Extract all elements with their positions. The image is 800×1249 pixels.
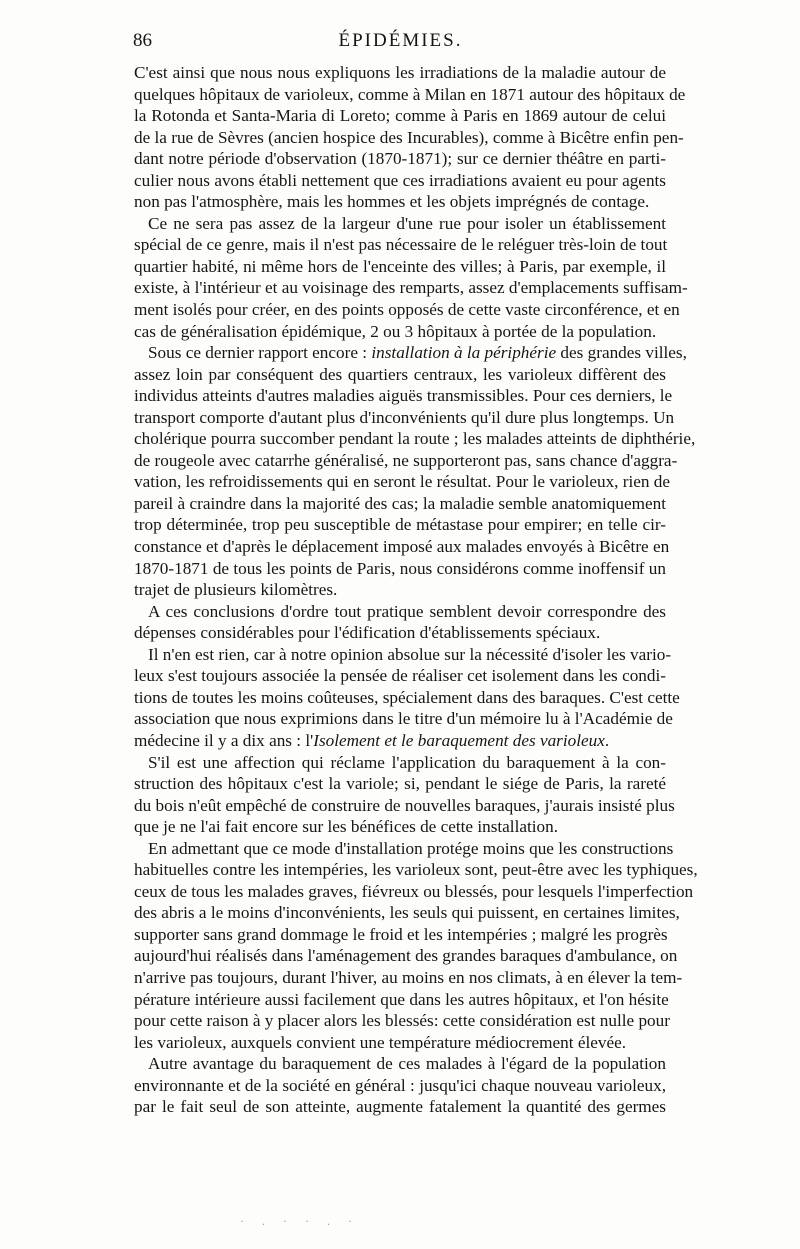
body-text xyxy=(134,62,698,1118)
text-line: pérature intérieure aussi facilement que dans les autres hôpitaux, et l'on hésite xyxy=(134,989,669,1009)
text-line: les varioleux, auxquels convient une température médiocrement élevée. xyxy=(134,1032,627,1052)
text-line: quartier habité, ni même hors de l'enceinte des villes; à Paris, par exemple, il xyxy=(134,256,666,276)
text-line: la Rotonda et Santa-Maria di Loreto; comme à Paris en 1869 autour de celui xyxy=(134,106,666,126)
page-number: 86 xyxy=(133,30,152,51)
text-line: dant notre période d'observation (1870-1871); sur ce dernier théâtre en parti- xyxy=(134,149,666,169)
text-line: aujourd'hui réalisés dans l'aménagement des grandes baraques d'ambulance, on xyxy=(134,946,678,966)
text-line: tions de toutes les moins coûteuses, spécialement dans des baraques. C'est cette xyxy=(134,687,680,707)
text-line: de la rue de Sèvres (ancien hospice des Incurables), comme à Bicêtre enfin pen- xyxy=(134,127,684,147)
text-line: Il n'en est rien, car à notre opinion absolue sur la nécessité d'isoler les vario- xyxy=(148,644,672,664)
text-line: trajet de plusieurs kilomètres. xyxy=(134,580,338,600)
text-line: des abris a le moins d'inconvénients, les seuls qui puissent, en certaines limites, xyxy=(134,903,680,923)
text-line: culier nous avons établi nettement que ces irradiations avaient eu pour agents xyxy=(134,170,666,190)
text-line: quelques hôpitaux de varioleux, comme à Milan en 1871 autour des hôpitaux de xyxy=(134,84,686,104)
text-line: C'est ainsi que nous nous expliquons les irradiations de la maladie autour de xyxy=(134,63,666,82)
text-line: habituelles contre les intempéries, les varioleux sont, peut-être avec les typhiques, xyxy=(134,860,698,880)
text-line: S'il est une affection qui réclame l'application du baraquement à la con- xyxy=(148,752,666,772)
text-line: supporter sans grand dommage le froid et les intempéries ; malgré les progrès xyxy=(134,924,668,944)
text-line: association que nous exprimions dans le titre d'un mémoire lu à l'Académie de xyxy=(134,709,673,729)
italic-phrase: installation à la périphérie xyxy=(371,343,557,363)
text-line: n'arrive pas toujours, durant l'hiver, au moins en nos climats, à en élever la tem- xyxy=(134,967,683,987)
text-line: constance et d'après le déplacement imposé aux malades envoyés à Bicêtre en xyxy=(134,537,670,557)
text-line: trop déterminée, trop peu susceptible de métastase pour empirer; en telle cir- xyxy=(134,515,666,535)
paper-specks: ·.··.· xyxy=(240,1214,370,1228)
text-line: struction des hôpitaux c'est la variole; si, pendant le siége de Paris, la rareté xyxy=(134,774,666,794)
text-line: cholérique pourra succomber pendant la route ; les malades atteints de diphthérie, xyxy=(134,429,696,449)
text-line: ment isolés pour créer, en des points opposés de cette vaste circonférence, et en xyxy=(134,300,680,320)
text-line: En admettant que ce mode d'installation protége moins que les constructions xyxy=(148,838,674,858)
text-line: pour cette raison à y placer alors les blessés: cette considération est nulle pour xyxy=(134,1011,670,1031)
text-line: assez loin par conséquent des quartiers centraux, les varioleux diffèrent des xyxy=(134,364,666,384)
text-line: transport comporte d'autant plus d'inconvénients qu'il dure plus longtemps. Un xyxy=(134,407,675,427)
text-line: non pas l'atmosphère, mais les hommes et les objets imprégnés de contage. xyxy=(134,192,650,212)
text-line: que je ne l'ai fait encore sur les bénéfices de cette installation. xyxy=(134,817,559,837)
text-line: médecine il y a dix ans : l'Isolement et le baraquement des varioleux. xyxy=(134,730,610,750)
page-header xyxy=(133,24,668,54)
text-line: Ce ne sera pas assez de la largeur d'une rue pour isoler un établissement xyxy=(148,213,666,233)
text-line: leux s'est toujours associée la pensée de réaliser cet isolement dans les condi- xyxy=(134,666,666,686)
text-line: cas de généralisation épidémique, 2 ou 3 hôpitaux à portée de la population. xyxy=(134,321,657,341)
italic-phrase: Isolement et le baraquement des varioleux xyxy=(313,730,605,750)
text-line: Sous ce dernier rapport encore : installation à la périphérie des grandes villes, xyxy=(148,343,687,363)
text-line: du bois n'eût empêché de construire de nouvelles baraques, j'aurais insisté plus xyxy=(134,795,675,815)
text-line: environnante et de la société en général : jusqu'ici chaque nouveau varioleux, xyxy=(134,1075,666,1095)
text-line: spécial de ce genre, mais il n'est pas nécessaire de le reléguer très-loin de tout xyxy=(134,235,668,255)
text-line: pareil à craindre dans la majorité des cas; la maladie semble anatomiquement xyxy=(134,493,666,513)
text-line: 1870-1871 de tous les points de Paris, nous considérons comme inoffensif un xyxy=(134,558,666,578)
text-line: individus atteints d'autres maladies aiguës transmissibles. Pour ces derniers, le xyxy=(134,386,673,406)
running-title: ÉPIDÉMIES. xyxy=(338,30,463,51)
text-line: par le fait seul de son atteinte, augmente fatalement la quantité des germes xyxy=(134,1097,666,1117)
text-line: existe, à l'intérieur et au voisinage des remparts, assez d'emplacements suffisam- xyxy=(134,278,688,298)
text-line: dépenses considérables pour l'édification d'établissements spéciaux. xyxy=(134,623,601,643)
text-line: A ces conclusions d'ordre tout pratique semblent devoir correspondre des xyxy=(148,601,666,621)
text-line: vation, les refroidissements qui en seront le résultat. Pour le varioleux, rien de xyxy=(134,472,671,492)
text-line: Autre avantage du baraquement de ces malades à l'égard de la population xyxy=(148,1054,666,1074)
text-line: de rougeole avec catarrhe généralisé, ne supporteront pas, sans chance d'aggra- xyxy=(134,450,678,470)
text-line: ceux de tous les malades graves, fiévreux ou blessés, pour lesquels l'imperfection xyxy=(134,881,694,901)
